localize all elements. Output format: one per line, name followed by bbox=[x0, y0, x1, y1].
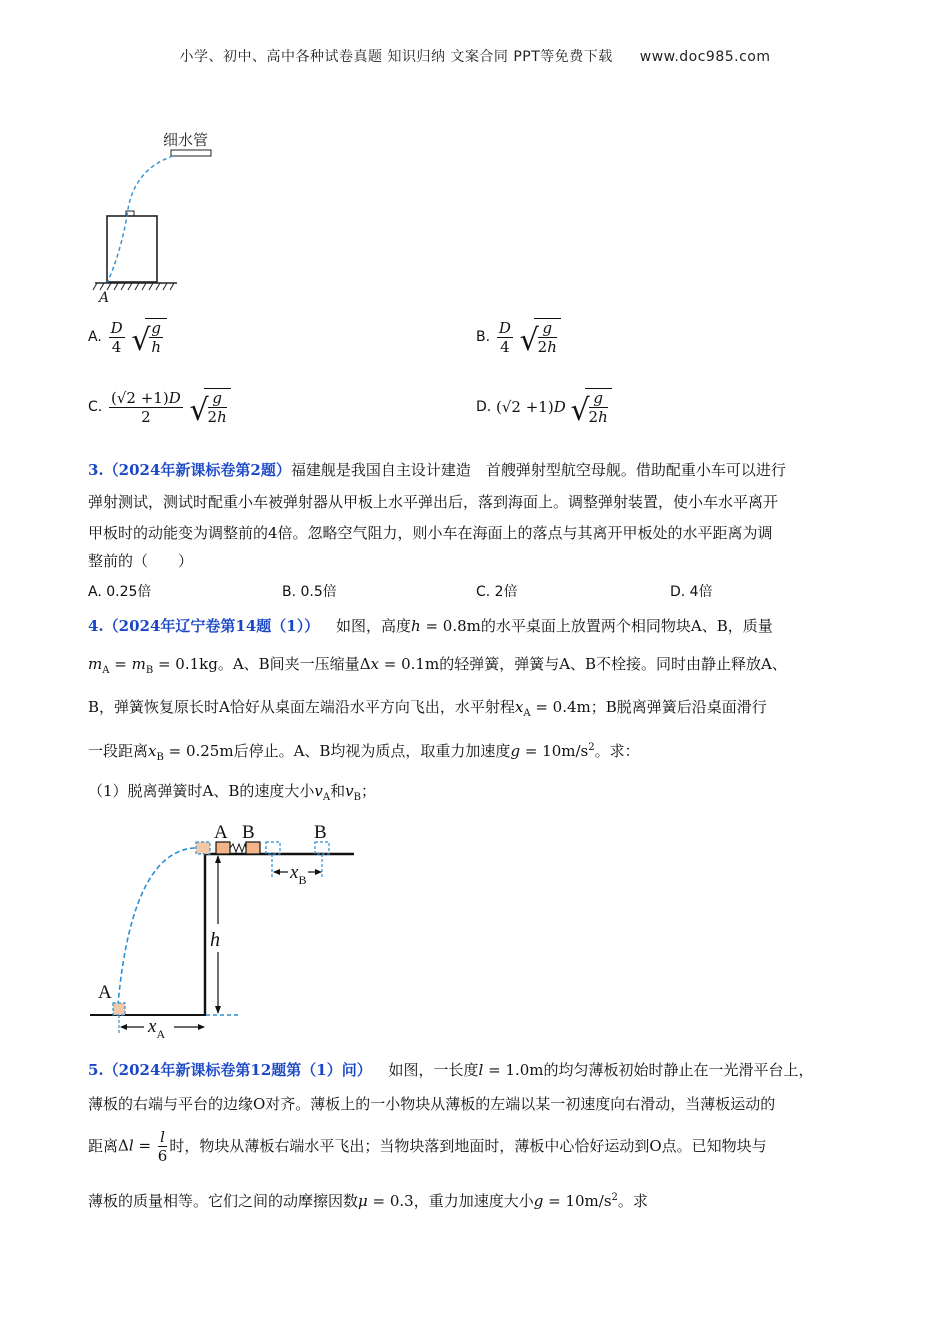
option-d-label: D. bbox=[476, 399, 492, 415]
q4-text-4a: 一段距离 bbox=[88, 742, 149, 760]
q5-text-3a: 距离 bbox=[88, 1137, 119, 1155]
ground-hatching bbox=[93, 283, 174, 290]
q4-text-2b: 。A、B间夹一压缩量 bbox=[217, 655, 360, 673]
option-c-label: C. bbox=[88, 399, 103, 415]
option-c-sqrt: √ $\frac{g}{2h}$ bbox=[190, 388, 231, 426]
option-d-sqrt: √ $\frac{g}{2h}$ bbox=[571, 388, 612, 426]
option-b-label: B. bbox=[476, 329, 491, 345]
q4-eq-mass: $m_A = m_B = 0.1kg$ bbox=[88, 655, 218, 676]
building bbox=[107, 216, 157, 282]
option-c-fraction: $\frac{(√2 +1)D}{2}$ bbox=[111, 388, 181, 426]
label-a-bottom: A bbox=[98, 982, 112, 1003]
q5-text-1a: 如图，一长度 bbox=[388, 1061, 479, 1079]
option-b[interactable] bbox=[476, 318, 561, 370]
pipe bbox=[171, 150, 211, 156]
q4-eq-xb: $x_B = 0.25m$ bbox=[148, 742, 234, 763]
q4-text-1b: 的水平桌面上放置两个相同物块A、B，质量 bbox=[480, 617, 773, 635]
xb-arrowhead-right bbox=[315, 869, 322, 875]
header-site-link[interactable]: www.doc985.com bbox=[639, 49, 771, 65]
q5-text-4b: ，重力加速度大小 bbox=[413, 1192, 534, 1210]
q3-option-a[interactable]: A. 0.25倍 bbox=[88, 584, 152, 600]
q4-eq-h: h = 0.8m bbox=[411, 617, 481, 635]
trajectory-a bbox=[118, 848, 203, 1004]
xa-arrowhead-right bbox=[198, 1024, 205, 1030]
q4-line1 bbox=[88, 616, 773, 636]
point-a-label: A bbox=[99, 290, 110, 306]
option-d[interactable] bbox=[476, 388, 612, 440]
option-a[interactable] bbox=[88, 318, 167, 370]
pipe-label: 细水管 bbox=[163, 131, 209, 149]
option-a-sqrt: √ $\frac{g}{h}$ bbox=[131, 318, 167, 356]
header-text: 小学、初中、高中各种试卷真题 知识归纳 文案合同 PPT等免费下载 bbox=[179, 49, 613, 65]
q4-eq-vb: $v_B$ bbox=[345, 782, 361, 803]
q3-line2: 弹射测试，测试时配重小车被弹射器从甲板上水平弹出后，落到海面上。调整弹射装置，使小车水平离开 bbox=[88, 493, 779, 511]
block-b-dashed-1 bbox=[266, 842, 280, 854]
block-a-landed bbox=[113, 1003, 125, 1015]
q3-line3: 甲板时的动能变为调整前的4倍。忽略空气阻力，则小车在海面上的落点与其离开甲板处的水平距离为调 bbox=[88, 524, 773, 542]
q4-line4 bbox=[88, 738, 640, 768]
q4-sub1-text-a: （1）脱离弹簧时A、B的速度大小 bbox=[88, 782, 315, 800]
q4-eq-xa: $x_A = 0.4m$ bbox=[514, 698, 591, 719]
q4-text-1a: 如图，高度 bbox=[336, 617, 412, 635]
q3-option-c[interactable]: C. 2倍 bbox=[476, 584, 518, 600]
block-a bbox=[216, 842, 230, 854]
xb-arrowhead-left bbox=[273, 869, 280, 875]
option-b-fraction: $\frac{D}{4}$ bbox=[498, 318, 511, 356]
q4-text-3a: B，弹簧恢复原长时A恰好从桌面左端沿水平方向飞出，水平射程 bbox=[88, 698, 515, 716]
option-a-label: A. bbox=[88, 329, 102, 345]
q5-eq-g: $g = 10m/s^2$ bbox=[533, 1192, 618, 1210]
water-trajectory bbox=[107, 156, 173, 283]
q5-eq-l: l = 1.0m bbox=[478, 1061, 544, 1079]
q3-option-d[interactable]: D. 4倍 bbox=[670, 584, 713, 600]
q5-eq-dl: Δl = $\frac{l}{6}$ bbox=[118, 1127, 168, 1165]
q5-number: 5. bbox=[88, 1061, 104, 1079]
q5-eq-mu: μ = 0.3 bbox=[358, 1192, 414, 1210]
xa-arrowhead-left bbox=[120, 1024, 127, 1030]
q4-line3 bbox=[88, 697, 767, 724]
block-b-dashed-2 bbox=[315, 842, 329, 854]
label-b-top: B bbox=[242, 822, 255, 843]
q3-line4: 整前的（ ） bbox=[88, 552, 194, 570]
q4-sub1-text-b: 和 bbox=[330, 782, 346, 800]
h-arrowhead-up bbox=[215, 855, 221, 863]
block-a-start-dashed bbox=[196, 842, 210, 854]
q4-sub1-text-c: ； bbox=[360, 782, 376, 800]
q5-source: （2024年新课标卷第12题第（1）问） bbox=[103, 1061, 372, 1079]
q3-text-1: 福建舰是我国自主设计建造 首艘弹射型航空母舰。借助配重小车可以进行 bbox=[290, 461, 786, 479]
q5-line4 bbox=[88, 1188, 648, 1211]
q5-text-4c: 。求 bbox=[617, 1192, 648, 1210]
option-d-coeff: (√2 +1)D bbox=[496, 398, 566, 416]
label-a-top: A bbox=[214, 822, 228, 843]
q3-line1 bbox=[88, 460, 786, 480]
q4-source: （2024年辽宁卷第14题（1）） bbox=[103, 617, 320, 635]
label-b-right: B bbox=[314, 822, 327, 843]
q4-text-2c: 的轻弹簧，弹簧与A、B不栓接。同时由静止释放A、 bbox=[439, 655, 787, 673]
q3-source: （2024年新课标卷第2题） bbox=[103, 461, 291, 479]
q4-eq-dx: Δx = 0.1m bbox=[359, 655, 440, 673]
q5-text-1b: 的均匀薄板初始时静止在一光滑平台上， bbox=[543, 1061, 814, 1079]
q4-number: 4. bbox=[88, 617, 104, 635]
q4-text-3b: ；B脱离弹簧后沿桌面滑行 bbox=[590, 698, 767, 716]
q5-line1 bbox=[88, 1060, 814, 1080]
option-c[interactable] bbox=[88, 388, 231, 440]
q4-line2 bbox=[88, 654, 787, 681]
q4-sub1 bbox=[88, 781, 376, 808]
label-xb: $x_B$ bbox=[290, 862, 307, 887]
label-h: h bbox=[210, 929, 220, 951]
q5-line3 bbox=[88, 1124, 767, 1168]
figure-water-pipe bbox=[85, 125, 225, 310]
q3-number: 3. bbox=[88, 461, 104, 479]
q4-eq-g: $g = 10m/s^2$ bbox=[510, 742, 595, 760]
spring bbox=[230, 844, 246, 852]
h-arrowhead-down bbox=[215, 1006, 221, 1014]
page-header bbox=[0, 46, 950, 66]
q3-option-b[interactable]: B. 0.5倍 bbox=[282, 584, 337, 600]
block-b bbox=[246, 842, 260, 854]
q5-line2: 薄板的右端与平台的边缘O对齐。薄板上的一小物块从薄板的左端以某一初速度向右滑动，当薄板运动的 bbox=[88, 1095, 776, 1113]
q4-text-4b: 后停止。A、B均视为质点，取重力加速度 bbox=[233, 742, 511, 760]
option-a-fraction: $\frac{D}{4}$ bbox=[110, 318, 123, 356]
q5-text-3b: 时，物块从薄板右端水平飞出；当物块落到地面时，薄板中心恰好运动到O点。已知物块与 bbox=[169, 1137, 767, 1155]
figure-table-blocks bbox=[88, 812, 358, 1044]
label-xa: $x_A$ bbox=[148, 1016, 166, 1041]
q4-text-4c: 。求： bbox=[594, 742, 640, 760]
q5-text-4a: 薄板的质量相等。它们之间的动摩擦因数 bbox=[88, 1192, 359, 1210]
q4-eq-va: $v_A$ bbox=[314, 782, 331, 803]
option-b-sqrt: √ $\frac{g}{2h}$ bbox=[520, 318, 561, 356]
